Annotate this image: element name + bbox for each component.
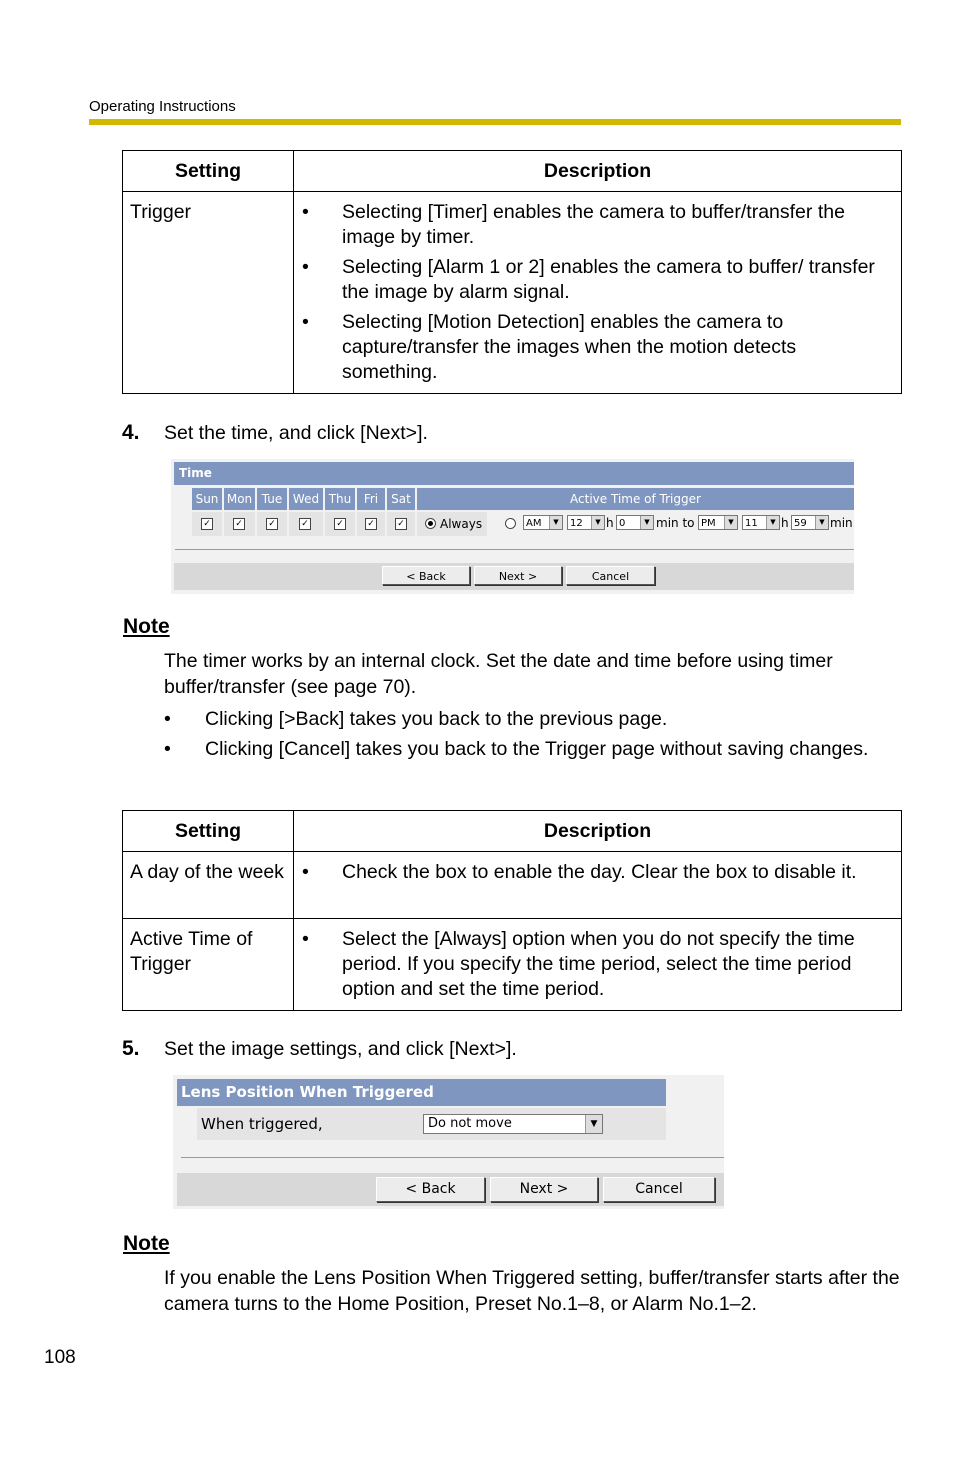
description-cell — [294, 919, 902, 1011]
col-description-header: Description — [294, 151, 902, 192]
header-rule — [89, 119, 901, 125]
day-cell — [192, 512, 222, 536]
divider — [175, 549, 854, 550]
divider — [181, 1157, 724, 1158]
note-bullets — [164, 706, 904, 766]
setting-cell: A day of the week — [123, 852, 294, 919]
day-cell — [257, 512, 287, 536]
hour-unit: h — [781, 516, 789, 530]
lens-position-panel — [173, 1075, 724, 1209]
from-ampm-select[interactable] — [523, 515, 563, 530]
time-panel-title: Time — [174, 462, 854, 485]
settings-table-trigger — [122, 150, 902, 394]
day-cell — [289, 512, 323, 536]
bullet-item: • Check the box to enable the day. Clear the box to disable it. — [294, 860, 891, 885]
day-header-fri: Fri — [357, 488, 385, 510]
when-triggered-row — [197, 1108, 666, 1140]
running-header: Operating Instructions — [89, 98, 236, 115]
col-setting-header: Setting — [123, 811, 294, 852]
table-row — [123, 192, 902, 394]
when-triggered-select[interactable] — [423, 1114, 603, 1134]
day-header-tue: Tue — [257, 488, 287, 510]
table-header-row — [123, 151, 902, 192]
min-unit: min — [830, 516, 853, 530]
select-value: AM — [526, 518, 542, 529]
time-period-cell — [489, 512, 854, 536]
always-label: Always — [440, 517, 483, 531]
day-cell — [357, 512, 385, 536]
setting-cell: Trigger — [123, 192, 294, 394]
note-paragraph: The timer works by an internal clock. Set the date and time before using timer buffer/transfer (see page 70). — [164, 650, 833, 698]
select-value: 11 — [745, 518, 758, 529]
chevron-down-icon: ▼ — [640, 516, 653, 529]
select-value: 12 — [570, 518, 583, 529]
bullet-item: • Select the [Always] option when you do not specify the time period. If you specify the time period, select the time period option and set the time period. — [294, 927, 891, 1002]
next-button[interactable]: Next > — [490, 1177, 598, 1202]
day-cell — [325, 512, 355, 536]
col-description-header: Description — [294, 811, 902, 852]
day-header-sat: Sat — [387, 488, 415, 510]
checkbox-sat[interactable]: ✓ — [395, 518, 407, 530]
cancel-button[interactable]: Cancel — [603, 1177, 715, 1202]
chevron-down-icon: ▼ — [585, 1115, 602, 1133]
step-text: Set the image settings, and click [Next>]. — [164, 1038, 517, 1060]
checkbox-mon[interactable]: ✓ — [233, 518, 245, 530]
from-min-select[interactable] — [616, 515, 654, 530]
chevron-down-icon: ▼ — [766, 516, 779, 529]
from-hour-select[interactable] — [567, 515, 605, 530]
bullet-item: • Selecting [Timer] enables the camera to buffer/transfer the image by timer. — [294, 200, 891, 250]
note-heading: Note — [123, 1232, 170, 1255]
checkbox-sun[interactable]: ✓ — [201, 518, 213, 530]
chevron-down-icon: ▼ — [591, 516, 604, 529]
checkbox-tue[interactable]: ✓ — [266, 518, 278, 530]
lens-panel-title: Lens Position When Triggered — [177, 1079, 666, 1106]
step-text: Set the time, and click [Next>]. — [164, 422, 428, 444]
always-cell — [417, 512, 487, 536]
col-setting-header: Setting — [123, 151, 294, 192]
back-button[interactable]: < Back — [382, 566, 470, 585]
chevron-down-icon: ▼ — [724, 516, 737, 529]
day-cell — [224, 512, 255, 536]
step-number: 5. — [122, 1037, 140, 1060]
chevron-down-icon: ▼ — [549, 516, 562, 529]
description-cell — [294, 852, 902, 919]
day-header-wed: Wed — [289, 488, 323, 510]
day-header-thu: Thu — [325, 488, 355, 510]
chevron-down-icon: ▼ — [815, 516, 828, 529]
next-button[interactable]: Next > — [474, 566, 562, 585]
when-triggered-label: When triggered, — [201, 1115, 323, 1133]
checkbox-fri[interactable]: ✓ — [365, 518, 377, 530]
min-to-label: min to — [656, 516, 695, 530]
time-period-radio[interactable] — [505, 518, 516, 529]
note-paragraph: If you enable the Lens Position When Triggered setting, buffer/transfer starts after the camera turns to the Home Position, Preset No.1–8, or Alarm No.1–2. — [164, 1267, 900, 1315]
table-row — [123, 919, 902, 1011]
to-hour-select[interactable] — [742, 515, 780, 530]
setting-cell: Active Time of Trigger — [123, 919, 294, 1011]
bullet-item: • Selecting [Motion Detection] enables the camera to capture/transfer the images when the motion detects something. — [294, 310, 891, 385]
active-time-header: Active Time of Trigger — [417, 488, 854, 510]
select-value: PM — [701, 518, 716, 529]
always-radio[interactable] — [425, 518, 436, 529]
note-heading: Note — [123, 615, 170, 638]
table-header-row — [123, 811, 902, 852]
settings-table-time — [122, 810, 902, 1011]
back-button[interactable]: < Back — [376, 1177, 485, 1202]
note-bullet: • Clicking [>Back] takes you back to the previous page. — [164, 706, 904, 732]
bullet-item: • Selecting [Alarm 1 or 2] enables the camera to buffer/ transfer the image by alarm signal. — [294, 255, 891, 305]
hour-unit: h — [606, 516, 614, 530]
checkbox-thu[interactable]: ✓ — [334, 518, 346, 530]
select-value: 0 — [619, 518, 626, 529]
cancel-button[interactable]: Cancel — [566, 566, 655, 585]
time-settings-panel — [171, 459, 854, 594]
to-ampm-select[interactable] — [698, 515, 738, 530]
to-min-select[interactable] — [791, 515, 829, 530]
table-row — [123, 852, 902, 919]
select-value: 59 — [794, 518, 807, 529]
day-cell — [387, 512, 415, 536]
radio-dot-icon — [428, 521, 433, 526]
day-header-mon: Mon — [224, 488, 255, 510]
page-number: 108 — [44, 1347, 76, 1368]
note-bullet: • Clicking [Cancel] takes you back to the Trigger page without saving changes. — [164, 736, 904, 762]
day-header-sun: Sun — [192, 488, 222, 510]
step-number: 4. — [122, 421, 140, 444]
select-value: Do not move — [428, 1116, 512, 1131]
description-cell — [294, 192, 902, 394]
checkbox-wed[interactable]: ✓ — [299, 518, 311, 530]
